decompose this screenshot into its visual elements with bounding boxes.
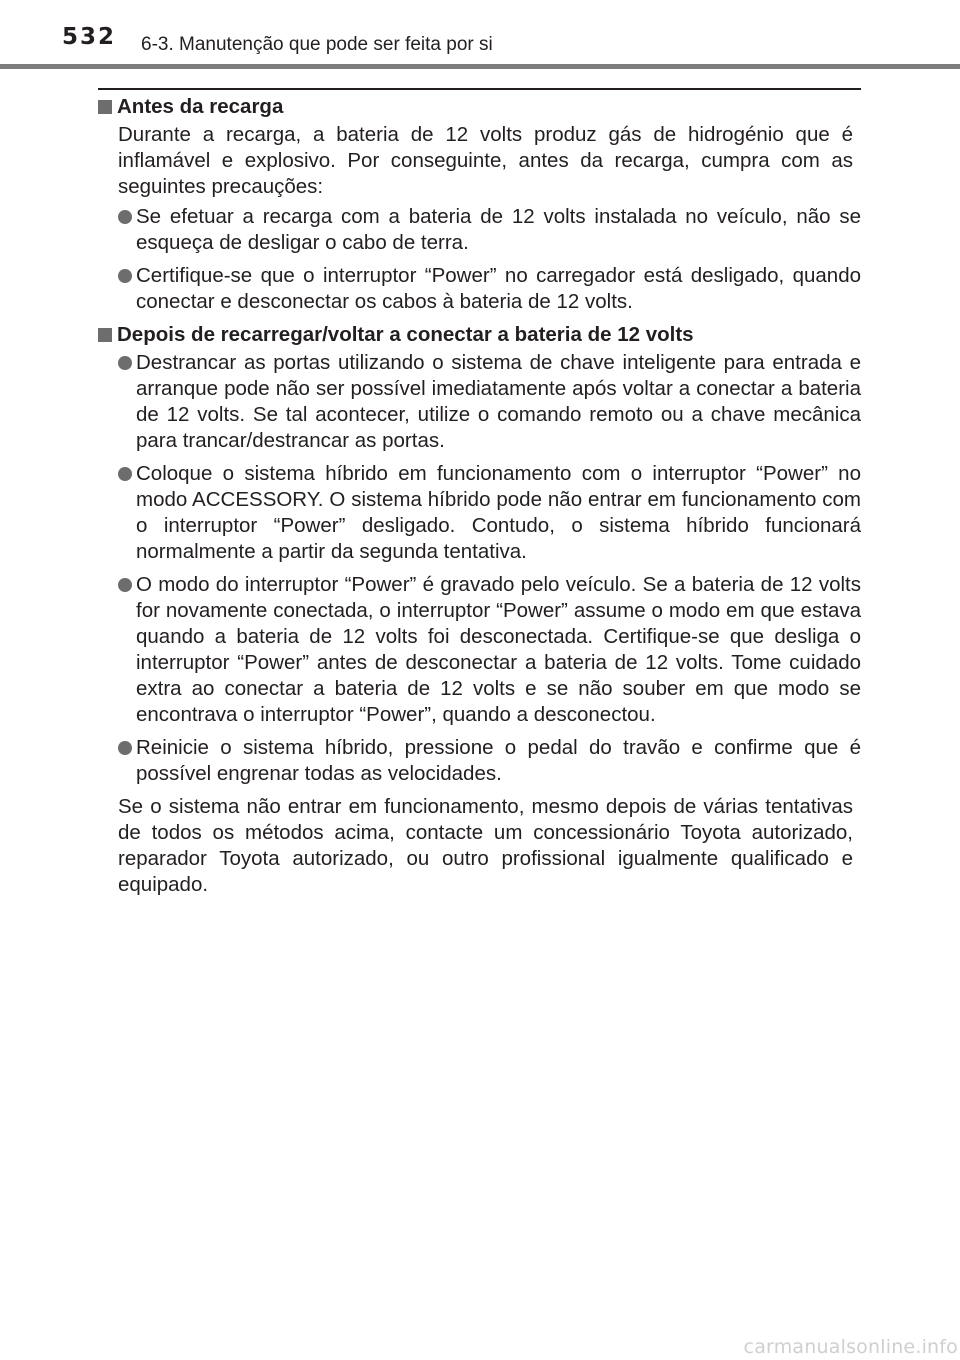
page-number: 532 — [62, 24, 117, 50]
section-intro: Durante a recarga, a bateria de 12 volts produz gás de hidrogénio que é inflamável e explosivo. Por conseguinte, antes da recarga, cumpra com as seguintes precauções: — [118, 123, 853, 198]
list-item — [118, 461, 861, 565]
list-item — [118, 350, 861, 454]
closing-paragraph: Se o sistema não entrar em funcionamento, mesmo depois de várias tentativas de todos os métodos acima, contacte um concessionário Toyota autorizado, reparador Toyota autorizado, ou outro profissional igualmente qualificado e equipado. — [118, 795, 853, 896]
list-item-text: O modo do interruptor “Power” é gravado pelo veículo. Se a bateria de 12 volts for novamente conectada, o interruptor “Power” assume o modo em que estava quando a bateria de 12 volts foi desconectada. Certifique-se que desliga o interruptor “Power” antes de desconectar a bateria de 12 volts. Tome cuidado extra ao conectar a bateria de 12 volts e se não souber em que modo se encontrava o interruptor “Power”, quando a desconectou. — [136, 573, 861, 726]
header-rule — [0, 64, 960, 69]
circle-bullet-icon — [118, 578, 132, 592]
page-header — [0, 0, 960, 70]
circle-bullet-icon — [118, 356, 132, 370]
list-item-text: Se efetuar a recarga com a bateria de 12 volts instalada no veículo, não se esqueça de desligar o cabo de terra. — [136, 205, 861, 254]
circle-bullet-icon — [118, 741, 132, 755]
list-item — [118, 572, 861, 728]
square-bullet-icon — [98, 100, 112, 114]
chapter-title: 6-3. Manutenção que pode ser feita por si — [141, 34, 493, 55]
page-content — [98, 94, 861, 898]
list-item — [118, 204, 861, 256]
section-heading — [98, 94, 861, 120]
section-divider — [98, 88, 861, 90]
list-item — [118, 735, 861, 787]
list-item-text: Coloque o sistema híbrido em funcionamento com o interruptor “Power” no modo ACCESSORY. O sistema híbrido pode não entrar em funcionamento com o interruptor “Power” desligado. Contudo, o sistema híbrido funcionará normalmente a partir da segunda tentativa. — [136, 462, 861, 563]
circle-bullet-icon — [118, 210, 132, 224]
circle-bullet-icon — [118, 467, 132, 481]
list-item — [118, 263, 861, 315]
section-heading — [98, 322, 861, 348]
section-heading-text: Antes da recarga — [117, 95, 284, 118]
section-after-recharging — [98, 322, 861, 898]
watermark-link[interactable]: carmanualsonline.info — [743, 1336, 958, 1358]
section-before-charging — [98, 94, 861, 315]
list-item-text: Reinicie o sistema híbrido, pressione o pedal do travão e confirme que é possível engrenar todas as velocidades. — [136, 736, 861, 785]
circle-bullet-icon — [118, 269, 132, 283]
section-heading-text: Depois de recarregar/voltar a conectar a bateria de 12 volts — [117, 323, 694, 346]
list-item-text: Destrancar as portas utilizando o sistema de chave inteligente para entrada e arranque pode não ser possível imediatamente após voltar a conectar a bateria de 12 volts. Se tal acontecer, utilize o comando remoto ou a chave mecânica para trancar/destrancar as portas. — [136, 351, 861, 452]
square-bullet-icon — [98, 328, 112, 342]
list-item-text: Certifique-se que o interruptor “Power” no carregador está desligado, quando conectar e desconectar os cabos à bateria de 12 volts. — [136, 264, 861, 313]
